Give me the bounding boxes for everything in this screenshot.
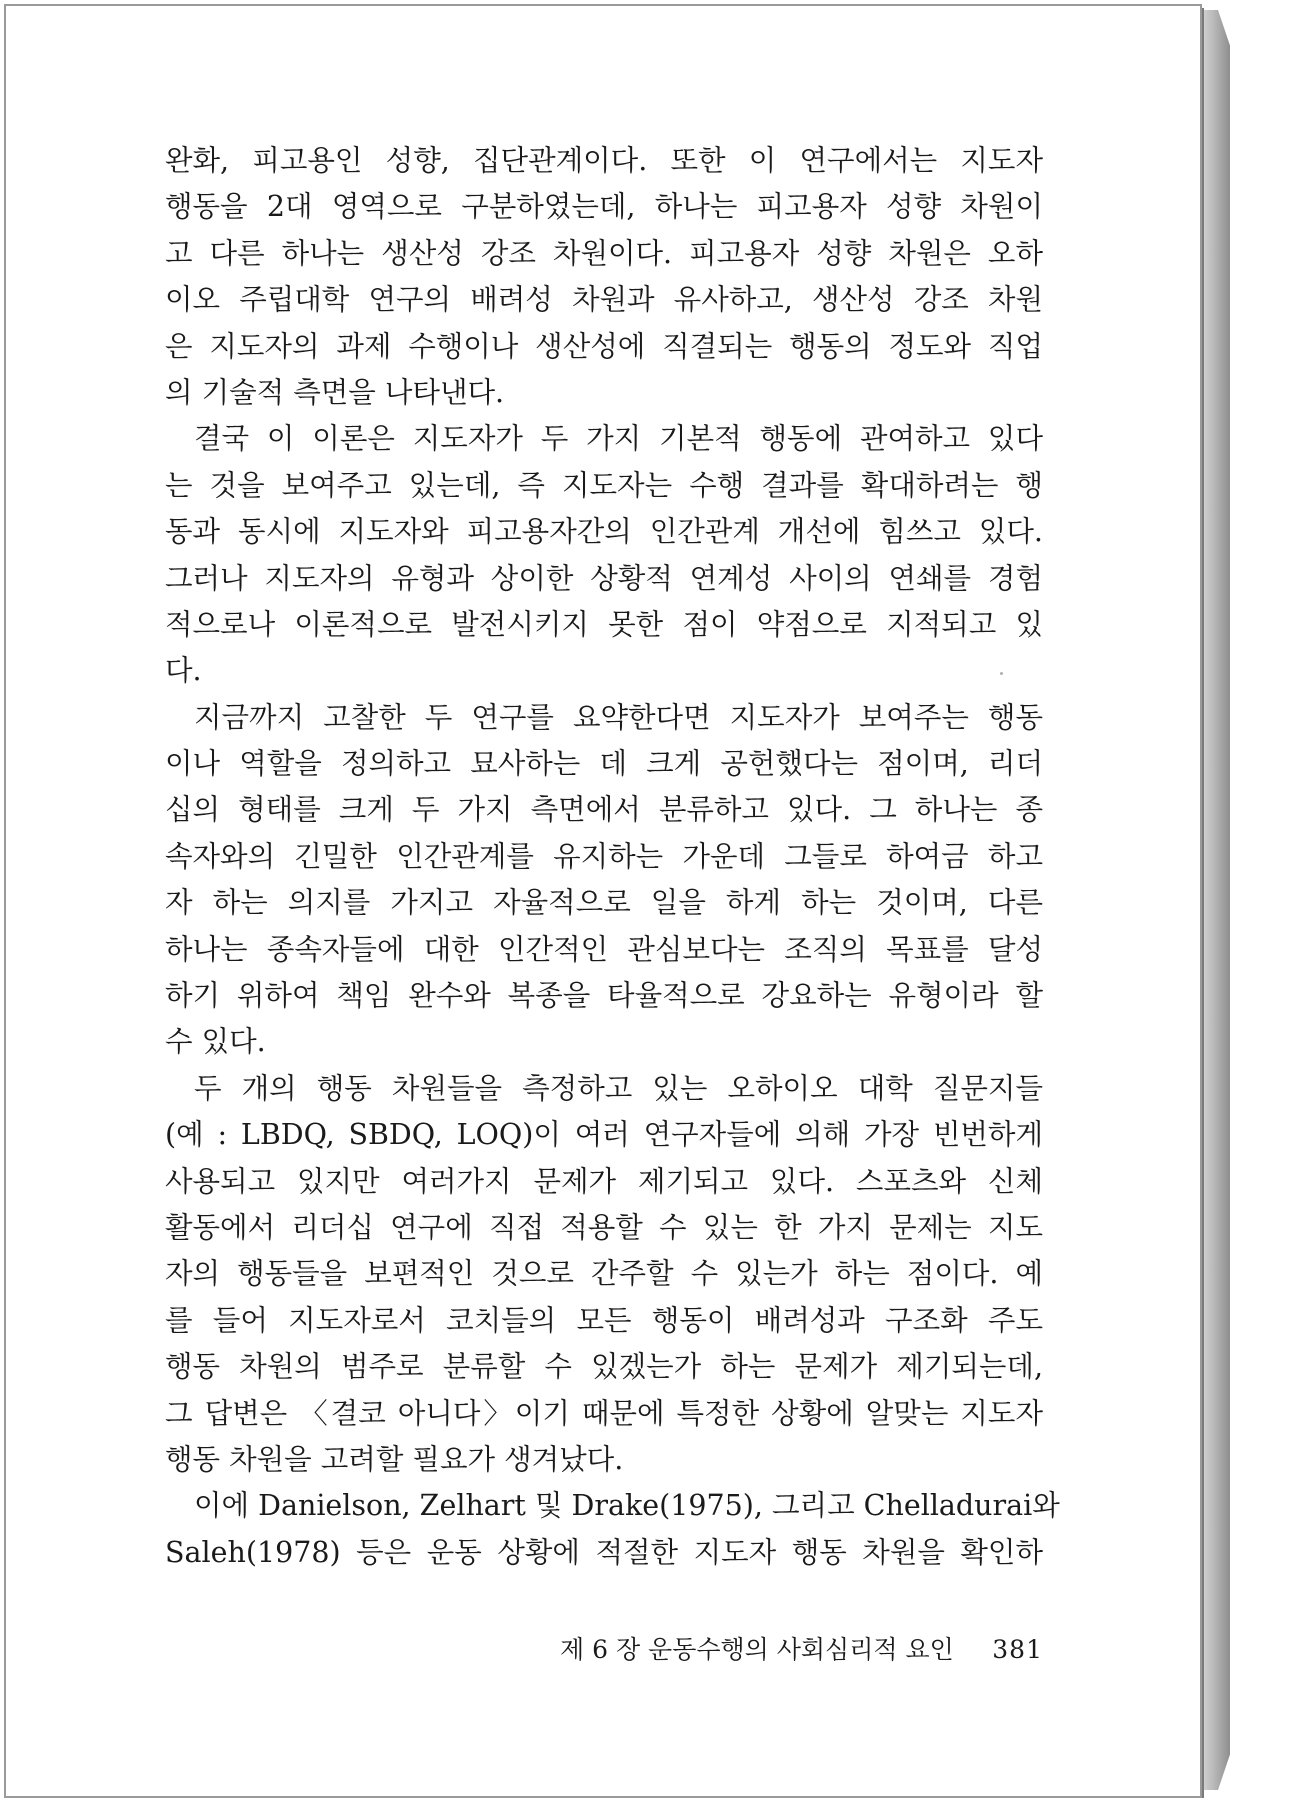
text-line: 자의 행동들을 보편적인 것으로 간주할 수 있는가 하는 점이다. 예 xyxy=(165,1257,1043,1291)
text-line: 이나 역할을 정의하고 묘사하는 데 크게 공헌했다는 점이며, 리더 xyxy=(165,747,1043,781)
text-line: 결국 이 이론은 지도자가 두 가지 기본적 행동에 관여하고 있다 xyxy=(194,422,1043,456)
text-line: 다. xyxy=(165,654,202,688)
text-line: Saleh(1978) 등은 운동 상황에 적절한 지도자 행동 차원을 확인하 xyxy=(165,1535,1043,1569)
text-line: 동과 동시에 지도자와 피고용자간의 인간관계 개선에 힘쓰고 있다. xyxy=(165,515,1043,549)
chapter-title: 제 6 장 운동수행의 사회심리적 요인 xyxy=(560,1635,954,1664)
text-line: 활동에서 리더십 연구에 직접 적용할 수 있는 한 가지 문제는 지도 xyxy=(165,1210,1043,1244)
text-line: 수 있다. xyxy=(165,1025,266,1059)
text-line: 완화, 피고용인 성향, 집단관계이다. 또한 이 연구에서는 지도자 xyxy=(165,144,1043,177)
text-line: 행동을 2대 영역으로 구분하였는데, 하나는 피고용자 성향 차원이 xyxy=(165,190,1043,224)
text-line: 하기 위하여 책임 완수와 복종을 타율적으로 강요하는 유형이라 할 xyxy=(165,979,1043,1013)
text-line: 이에 Danielson, Zelhart 및 Drake(1975), 그리고 Chelladurai와 xyxy=(194,1489,1060,1523)
scan-speck xyxy=(1000,672,1003,675)
text-line: 이오 주립대학 연구의 배려성 차원과 유사하고, 생산성 강조 차원 xyxy=(165,283,1043,317)
text-line: 두 개의 행동 차원들을 측정하고 있는 오하이오 대학 질문지들 xyxy=(194,1071,1043,1105)
page-edge-shadow xyxy=(1200,10,1230,1790)
text-line: 십의 형태를 크게 두 가지 측면에서 분류하고 있다. 그 하나는 종 xyxy=(165,793,1043,827)
text-line: 를 들어 지도자로서 코치들의 모든 행동이 배려성과 구조화 주도 xyxy=(165,1303,1043,1337)
text-line: (예 : LBDQ, SBDQ, LOQ)이 여러 연구자들에 의해 가장 빈번하게 xyxy=(165,1118,1043,1152)
text-line: 자 하는 의지를 가지고 자율적으로 일을 하게 하는 것이며, 다른 xyxy=(165,886,1043,920)
body-text xyxy=(165,138,1060,1576)
page-edge-line xyxy=(1202,8,1204,1798)
running-footer xyxy=(560,1630,1043,1666)
text-line: 적으로나 이론적으로 발전시키지 못한 점이 약점으로 지적되고 있 xyxy=(165,607,1043,641)
text-line: 행동 차원의 범주로 분류할 수 있겠는가 하는 문제가 제기되는데, xyxy=(165,1350,1043,1384)
text-line: 고 다른 하나는 생산성 강조 차원이다. 피고용자 성향 차원은 오하 xyxy=(165,236,1043,270)
text-line: 의 기술적 측면을 나타낸다. xyxy=(165,375,505,409)
text-line: 지금까지 고찰한 두 연구를 요약한다면 지도자가 보여주는 행동 xyxy=(194,700,1043,734)
page-number: 381 xyxy=(992,1635,1043,1664)
text-line: 사용되고 있지만 여러가지 문제가 제기되고 있다. 스포츠와 신체 xyxy=(165,1164,1043,1198)
text-line: 은 지도자의 과제 수행이나 생산성에 직결되는 행동의 정도와 직업 xyxy=(165,329,1043,363)
text-line: 속자와의 긴밀한 인간관계를 유지하는 가운데 그들로 하여금 하고 xyxy=(165,839,1043,873)
text-line: 하나는 종속자들에 대한 인간적인 관심보다는 조직의 목표를 달성 xyxy=(165,932,1043,966)
text-line: 는 것을 보여주고 있는데, 즉 지도자는 수행 결과를 확대하려는 행 xyxy=(165,468,1043,502)
text-line: 그러나 지도자의 유형과 상이한 상황적 연계성 사이의 연쇄를 경험 xyxy=(165,561,1043,595)
text-line: 그 답변은 〈결코 아니다〉이기 때문에 특정한 상황에 알맞는 지도자 xyxy=(165,1396,1043,1430)
text-line: 행동 차원을 고려할 필요가 생겨났다. xyxy=(165,1442,624,1476)
